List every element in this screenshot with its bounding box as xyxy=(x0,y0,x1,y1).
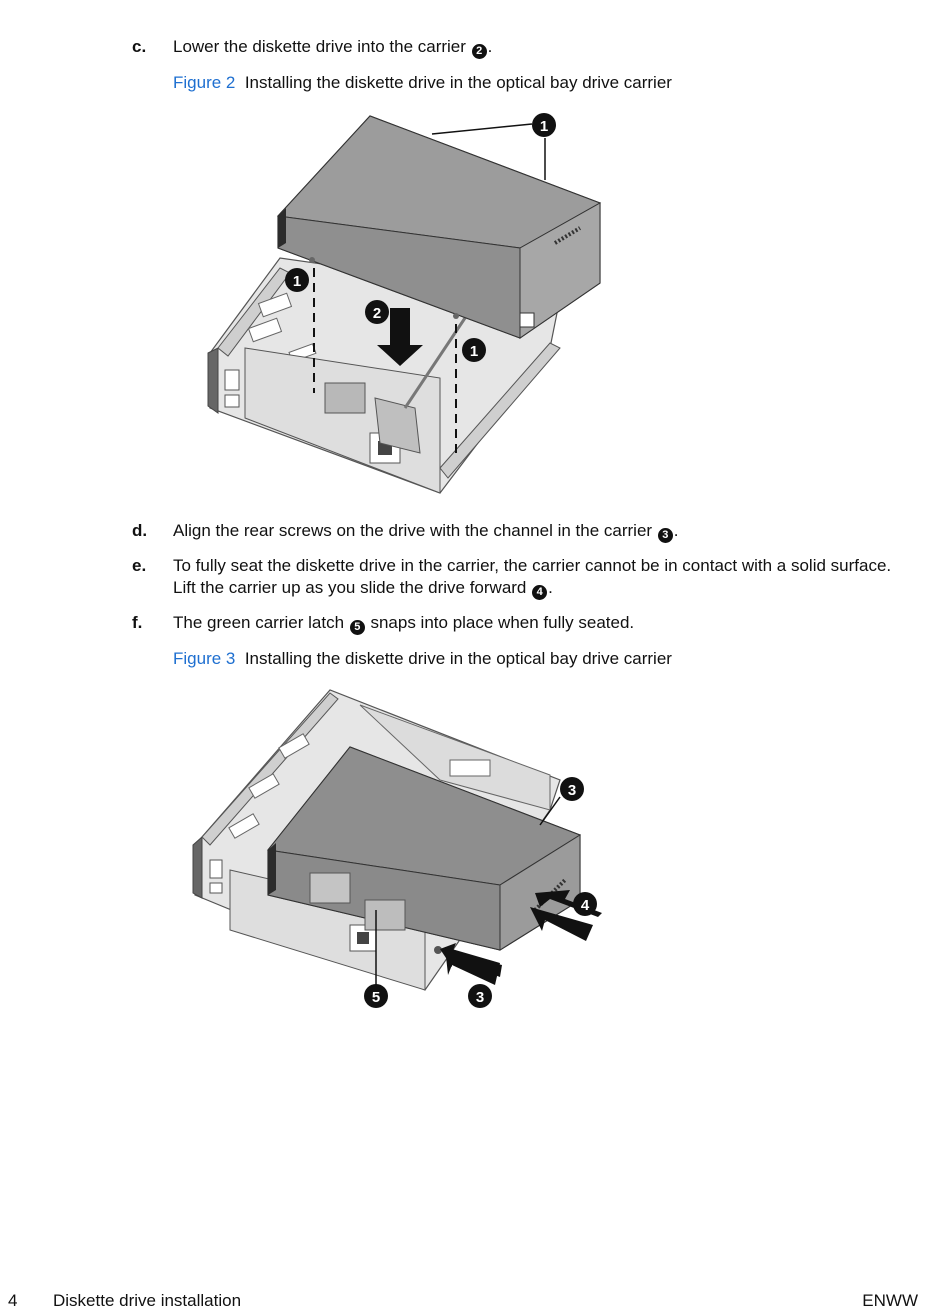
callout-badge xyxy=(285,268,309,292)
callout-badge xyxy=(468,984,492,1008)
svg-text:1: 1 xyxy=(469,343,479,360)
svg-text:3: 3 xyxy=(567,782,577,799)
svg-text:1: 1 xyxy=(292,273,302,290)
figure-3-caption xyxy=(173,648,672,670)
callout-badge: 2 xyxy=(472,44,487,59)
step-text: The green carrier latch 5 snaps into place when fully seated. xyxy=(173,613,635,633)
figure-3-illustration xyxy=(190,685,610,1015)
figure-2-caption xyxy=(173,72,672,94)
step-letter: f. xyxy=(132,613,143,632)
step-text: Align the rear screws on the drive with the channel in the carrier 3 . xyxy=(173,521,679,541)
figure-label: Figure 2 xyxy=(173,73,236,92)
svg-text:3: 3 xyxy=(475,989,485,1006)
svg-text:5: 5 xyxy=(371,989,381,1006)
step-text: Lower the diskette drive into the carrier 2 . xyxy=(173,37,493,57)
callout-badge xyxy=(462,338,486,362)
step-letter: c. xyxy=(132,37,147,56)
step-letter: e. xyxy=(132,556,147,575)
svg-text:4: 4 xyxy=(580,897,590,914)
figure-label: Figure 3 xyxy=(173,649,236,668)
figure-caption-text: Installing the diskette drive in the optical bay drive carrier xyxy=(244,73,672,92)
callout-badge xyxy=(560,777,584,801)
footer-section-title: Diskette drive installation xyxy=(53,1291,242,1310)
step-text: To fully seat the diskette drive in the carrier, the carrier cannot be in contact with a solid surface. Lift the carrier up as you slide the drive forward 4 . xyxy=(173,556,892,598)
callout-badge xyxy=(532,113,556,137)
callout-badge: 3 xyxy=(658,528,673,543)
figure-2-illustration xyxy=(200,108,620,503)
callout-badge xyxy=(573,892,597,916)
callout-badge: 4 xyxy=(532,585,547,600)
footer-code: ENWW xyxy=(862,1291,918,1310)
step-letter: d. xyxy=(132,521,148,540)
svg-text:1: 1 xyxy=(539,118,549,135)
callout-badge xyxy=(364,984,388,1008)
footer-page-number: 4 xyxy=(8,1291,18,1310)
callout-badge: 5 xyxy=(350,620,365,635)
callout-badge xyxy=(365,300,389,324)
svg-text:2: 2 xyxy=(372,305,382,322)
figure-caption-text: Installing the diskette drive in the optical bay drive carrier xyxy=(244,649,672,668)
